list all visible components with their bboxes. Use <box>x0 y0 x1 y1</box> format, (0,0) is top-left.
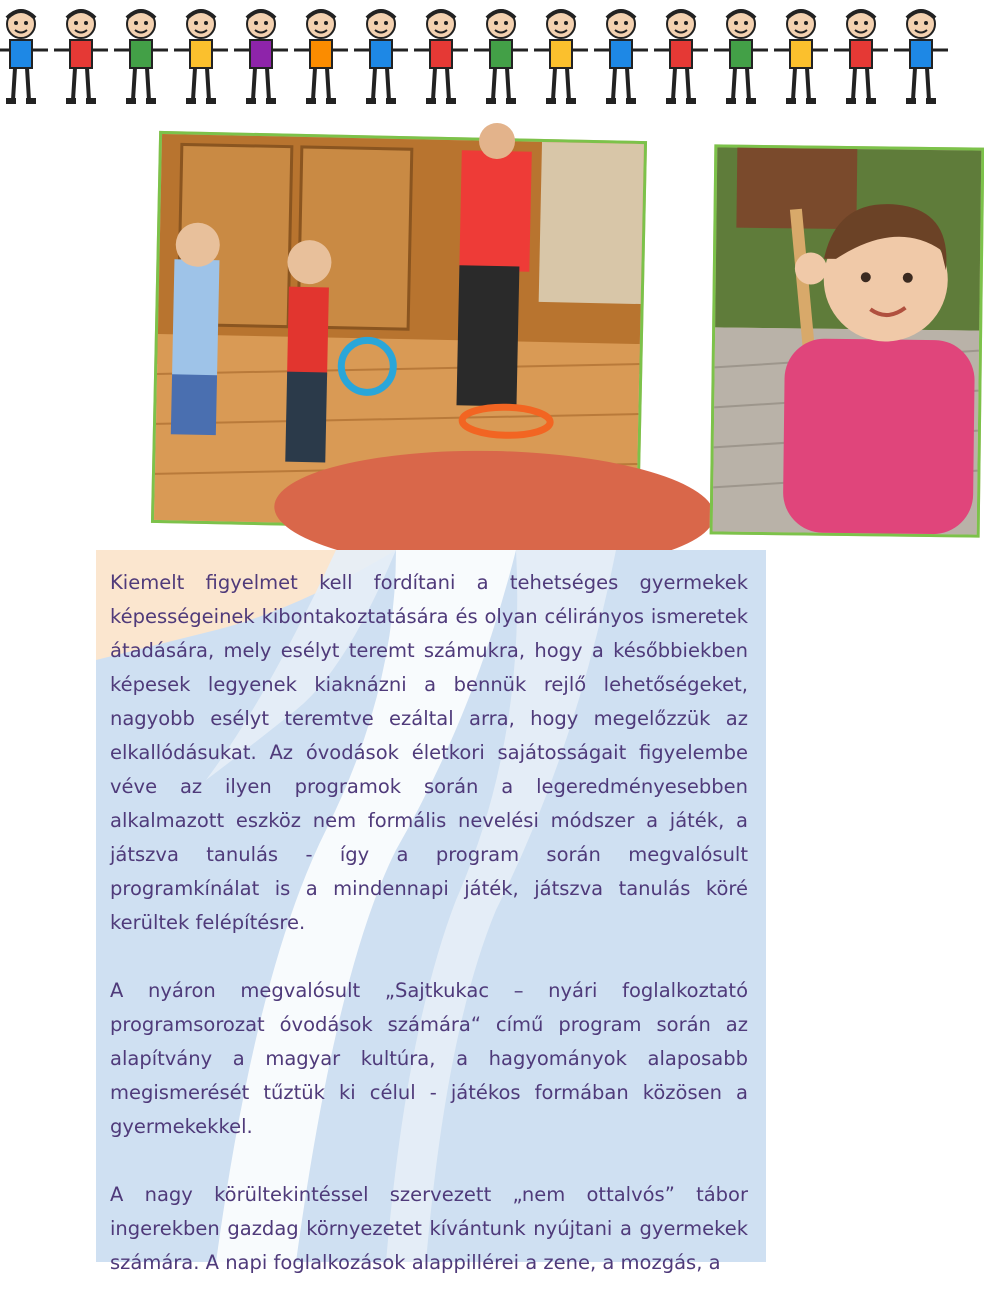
photo-children-playing <box>151 131 647 533</box>
article-paragraph-2: A nyáron megvalósult „Sajtkukac – nyári foglalkoztató programsorozat óvodások számára“ című program során az alapítvány a magyar kultúra, a hagyományok alaposabb megismerését tűztük ki célul - játékos formában közösen a gyermekekkel. <box>110 979 748 1138</box>
article-paragraph-1: Kiemelt figyelmet kell fordítani a tehetséges gyermekek képességeinek kibontakoztatására és olyan célirányos ismeretek átadására, mely esélyt teremt számukra, hogy a későbbiekben képesek legyenek kiaknázni a bennük rejlő lehetőségeket, nagyobb esélyt teremtve ezáltal arra, hogy megelőzzük az elkallódásukat. Az óvodások életkori sajátosságait figyelembe véve az ilyen programok során a legeredményesebben alkalmazott eszköz nem formális nevelési módszer a játék, a játszva tanulás - így a program során megvalósult programkínálat is a mindennapi játék, játszva tanulás köré kerültek felépítésre. <box>110 571 748 934</box>
article-text <box>110 566 748 1314</box>
children-playing-with-rings-photo <box>154 134 644 530</box>
child-figure-icon <box>232 4 290 108</box>
girl-holding-stick-photo <box>713 147 982 534</box>
child-figure-icon <box>892 4 950 108</box>
child-figure-icon <box>52 4 110 108</box>
child-figure-icon <box>772 4 830 108</box>
child-figure-icon <box>712 4 770 108</box>
article-panel <box>96 550 766 1274</box>
child-figure-icon <box>352 4 410 108</box>
child-figure-icon <box>472 4 530 108</box>
child-figure-icon <box>292 4 350 108</box>
child-figure-icon <box>832 4 890 108</box>
child-figure-icon <box>172 4 230 108</box>
child-figure-icon <box>592 4 650 108</box>
child-figure-icon <box>0 4 50 108</box>
child-figure-icon <box>412 4 470 108</box>
kids-banner <box>0 0 960 118</box>
child-figure-icon <box>112 4 170 108</box>
child-figure-icon <box>652 4 710 108</box>
photo-girl-with-stick <box>710 144 984 537</box>
article-paragraph-3: A nagy körültekintéssel szervezett „nem ottalvós” tábor ingerekben gazdag környezetet kívántunk nyújtani a gyermekek számára. A napi foglalkozások alappillérei a zene, a mozgás, a <box>110 1183 748 1274</box>
child-figure-icon <box>532 4 590 108</box>
